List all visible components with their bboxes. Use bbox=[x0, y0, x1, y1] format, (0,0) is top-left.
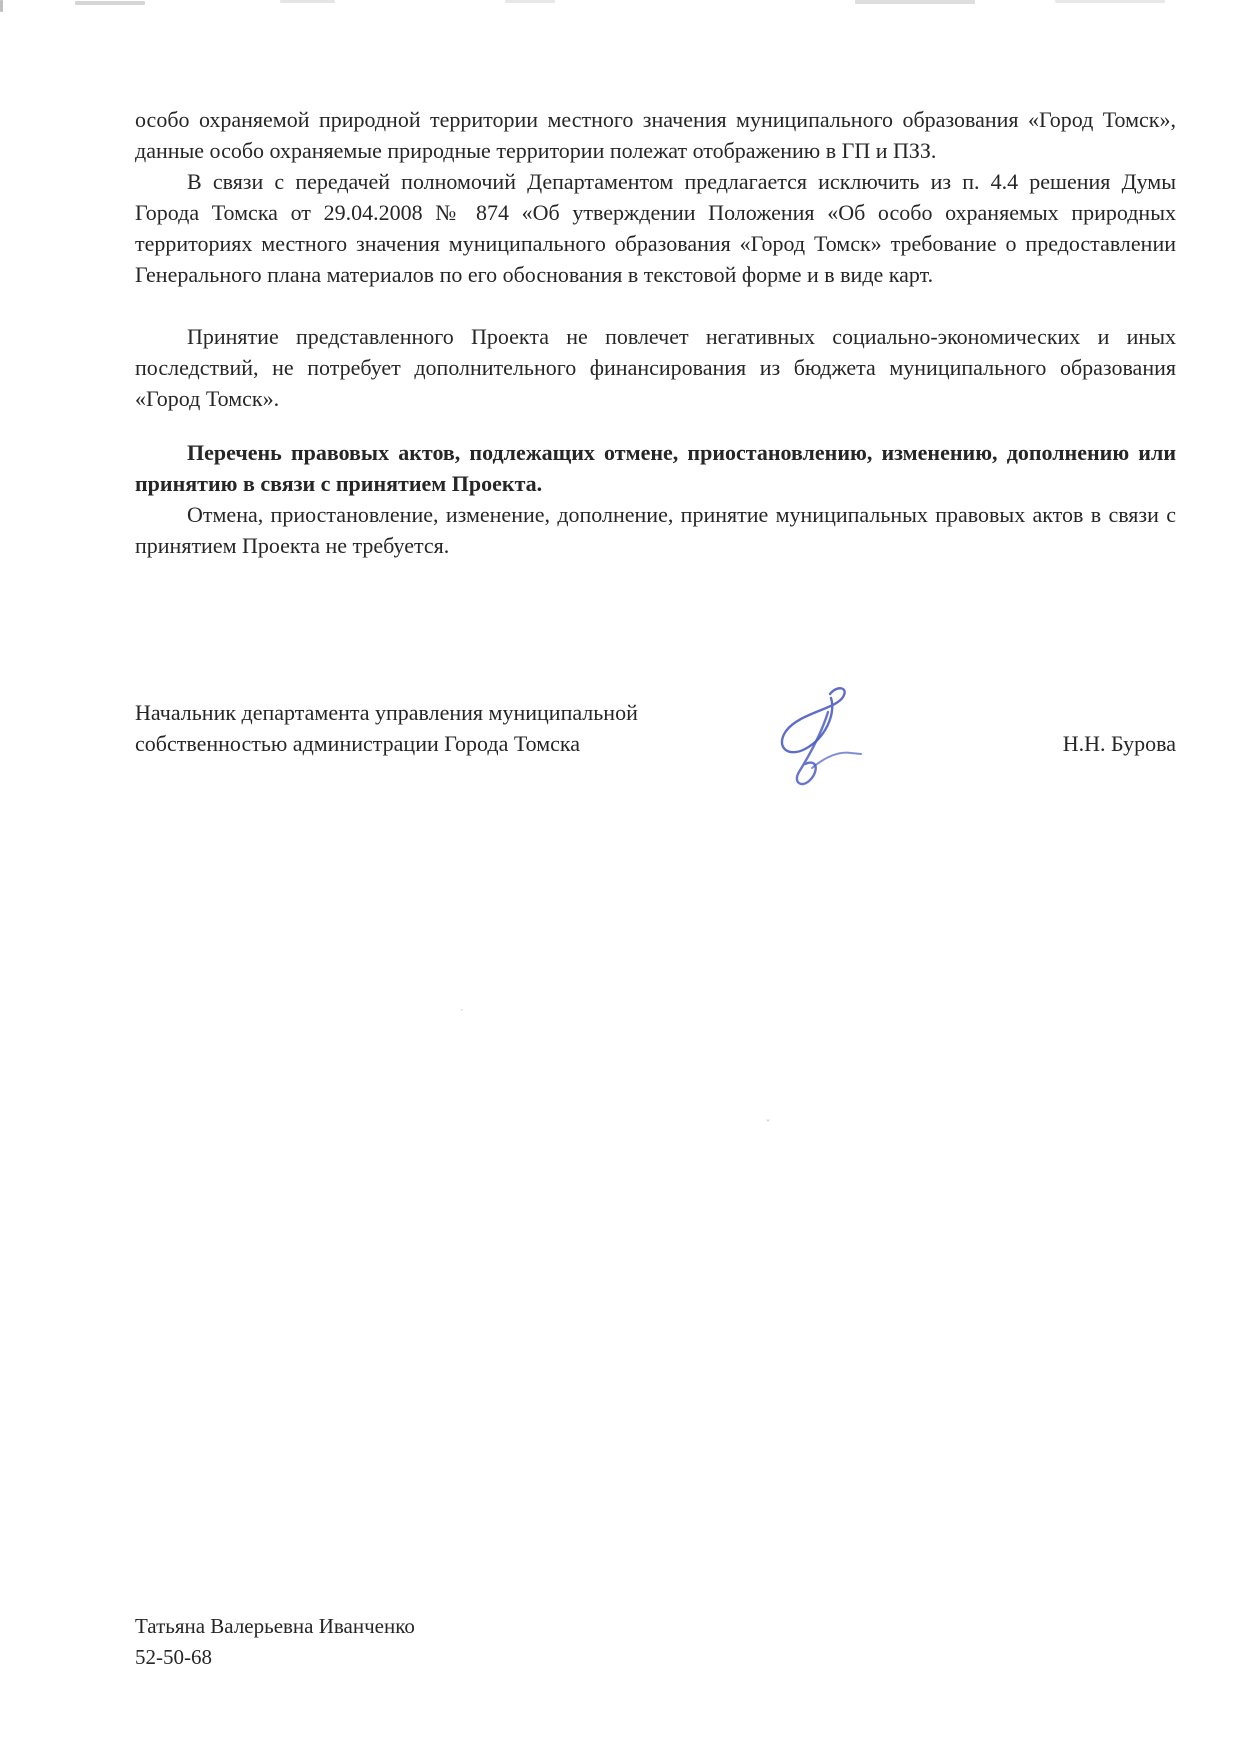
executor-footer bbox=[135, 1611, 415, 1673]
handwritten-signature-icon bbox=[742, 682, 892, 794]
scan-smudge bbox=[505, 0, 555, 3]
scan-edge-mark bbox=[0, 0, 3, 12]
scan-smudge bbox=[75, 1, 145, 5]
executor-phone: 52-50-68 bbox=[135, 1645, 212, 1669]
paragraph-no-acts-required: Отмена, приостановление, изменение, дополнение, принятие муниципальных правовых актов в связи с принятием Проекта не требуется. bbox=[135, 502, 1176, 558]
paragraph-oopt-continuation: особо охраняемой природной территории местного значения муниципального образования «Город Томск», данные особо охраняемые природные территории полежат отображению в ГП и ПЗЗ. bbox=[135, 107, 1176, 163]
letter-body bbox=[135, 104, 1176, 561]
signature-block bbox=[135, 697, 1176, 759]
paragraph-no-negative-consequences: Принятие представленного Проекта не повлечет негативных социально-экономических и иных последствий, не потребует дополнительного финансирования из бюджета муниципального образования «Город Томск». bbox=[135, 324, 1176, 411]
scan-smudge bbox=[855, 0, 975, 4]
scan-speck: ˇ bbox=[765, 1118, 771, 1132]
scan-smudge bbox=[1055, 0, 1165, 3]
signer-position: Начальник департамента управления муниципальной собственностью администрации Города Томска bbox=[135, 700, 638, 756]
paragraph-duma-decision: В связи с передачей полномочий Департаментом предлагается исключить из п. 4.4 решения Думы Города Томска от 29.04.2008 № 874 «Об утверждении Положения «Об особо охраняемых природных территориях местного значения муниципального образования «Город Томск» требование о предоставлении Генерального плана материалов по его обоснования в текстовой форме и в виде карт. bbox=[135, 169, 1176, 287]
executor-name: Татьяна Валерьевна Иванченко bbox=[135, 1614, 415, 1638]
scan-smudge bbox=[280, 0, 335, 3]
signer-name: Н.Н. Бурова bbox=[1062, 731, 1176, 756]
section-heading-legal-acts: Перечень правовых актов, подлежащих отмене, приостановлению, изменению, дополнению или принятию в связи с принятием Проекта. bbox=[135, 440, 1176, 496]
scan-speck: · bbox=[460, 1003, 464, 1017]
